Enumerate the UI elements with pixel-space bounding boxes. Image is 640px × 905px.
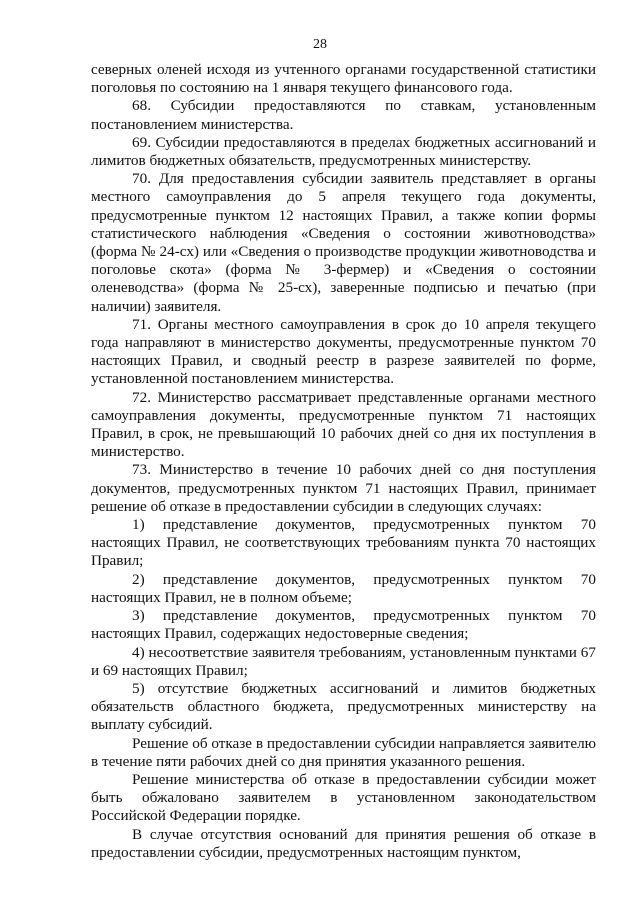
list-item-3: 3) представление документов, предусмотренных пунктом 70 настоящих Правил, содержащих недостоверные сведения; xyxy=(91,607,596,643)
paragraph-73: 73. Министерство в течение 10 рабочих дней со дня поступления документов, предусмотренных пунктом 71 настоящих Правил, принимает решение об отказе в предоставлении субсидии в следующих случаях: xyxy=(91,461,596,515)
paragraph-72: 72. Министерство рассматривает представленные органами местного самоуправления документы, предусмотренные пунктом 71 настоящих Правил, в срок, не превышающий 10 рабочих дней со дня их поступления в министерство. xyxy=(91,388,596,461)
paragraph-appeal: Решение министерства об отказе в предоставлении субсидии может быть обжаловано заявителем в установленном законодательством Российской Федерации порядке. xyxy=(91,770,596,825)
list-item-5: 5) отсутствие бюджетных ассигнований и лимитов бюджетных обязательств областного бюджета, предусмотренных министерству на выплату субсидий. xyxy=(91,679,596,734)
paragraph-69: 69. Субсидии предоставляются в пределах бюджетных ассигнований и лимитов бюджетных обязательств, предусмотренных министерству. xyxy=(91,133,596,170)
paragraph-68: 68. Субсидии предоставляются по ставкам, установленным постановлением министерства. xyxy=(91,97,596,133)
paragraph-71: 71. Органы местного самоуправления в срок до 10 апреля текущего года направляют в министерство документы, предусмотренные пунктом 70 настоящих Правил, и сводный реестр в разрезе заявителей по форме, установленной постановлением министерства. xyxy=(91,315,596,388)
document-body xyxy=(91,61,596,862)
page-number: 28 xyxy=(313,37,327,52)
list-item-4: 4) несоответствие заявителя требованиям, установленным пунктами 67 и 69 настоящих Правил; xyxy=(91,643,596,679)
list-item-1: 1) представление документов, предусмотренных пунктом 70 настоящих Правил, не соответствующих требованиям пункта 70 настоящих Правил; xyxy=(91,516,596,570)
paragraph-refusal-notice: Решение об отказе в предоставлении субсидии направляется заявителю в течение пяти рабочих дней со дня принятия указанного решения. xyxy=(91,734,596,770)
paragraph-70: 70. Для предоставления субсидии заявитель представляет в органы местного самоуправления до 5 апреля текущего года документы, предусмотренные пунктом 12 настоящих Правил, а также копии формы статистического наблюдения «Сведения о состоянии животноводства» (форма № 24-сх) или «Сведения о производстве продукции животноводства и поголовье скота» (форма № 3-фермер) и «Сведения о состоянии оленеводства» (форма № 25-сх), заверенные подписью и печатью (при наличии) заявителя. xyxy=(91,170,596,315)
paragraph-no-grounds: В случае отсутствия оснований для принятия решения об отказе в предоставлении субсидии, предусмотренных настоящим пунктом, xyxy=(91,825,596,861)
list-item-2: 2) представление документов, предусмотренных пунктом 70 настоящих Правил, не в полном объеме; xyxy=(91,570,596,606)
paragraph-continuation: северных оленей исходя из учтенного органами государственной статистики поголовья по состоянию на 1 января текущего финансового года. xyxy=(91,61,596,97)
